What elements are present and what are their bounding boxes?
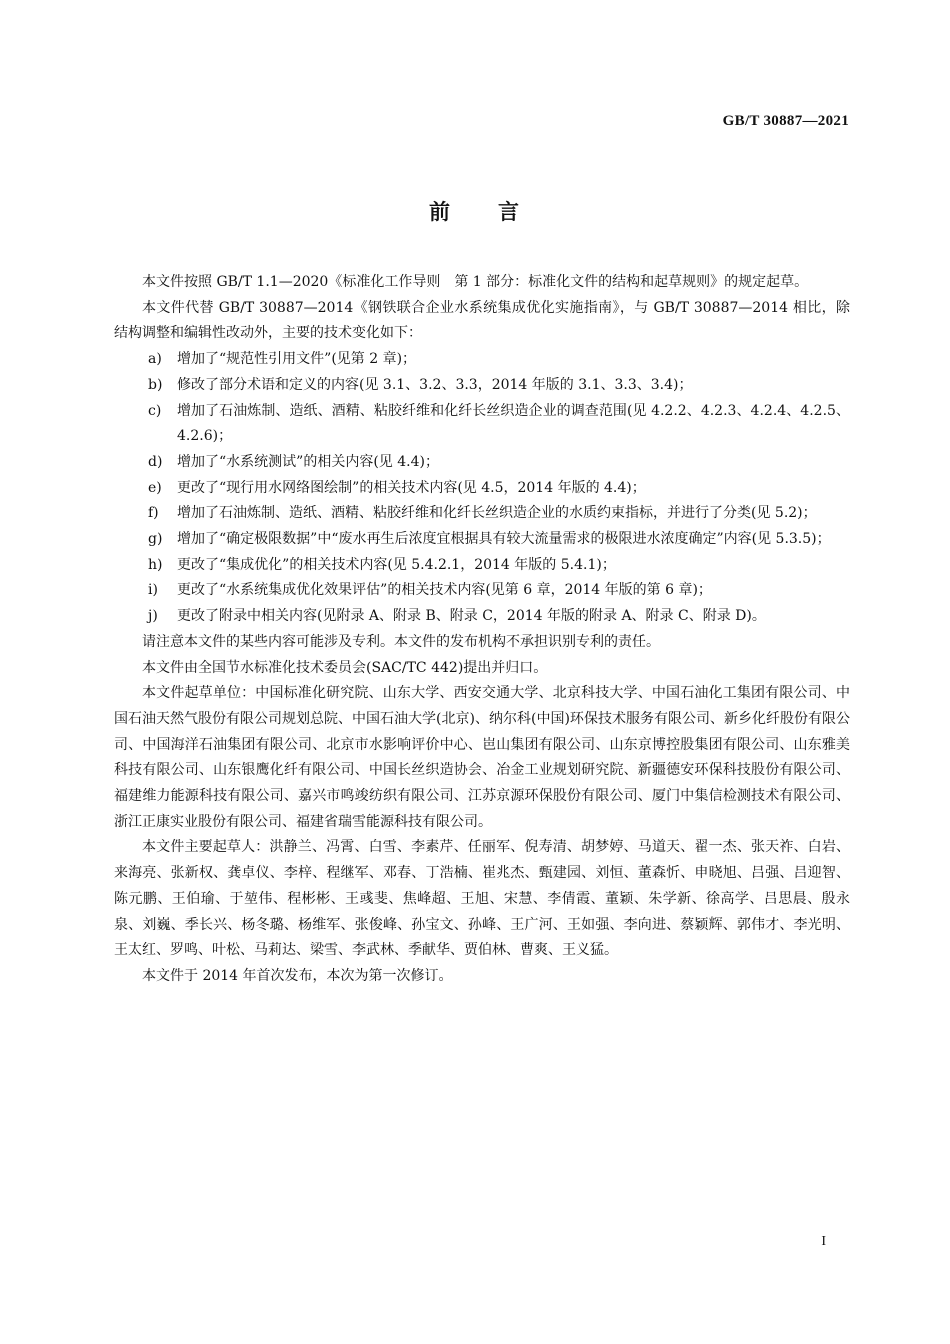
list-marker: d) <box>148 453 163 470</box>
list-item-text: 更改了附录中相关内容(见附录 A、附录 B、附录 C，2014 年版的附录 A、附录 C、附录 D)。 <box>177 608 766 625</box>
list-marker: e) <box>148 479 162 496</box>
title-part-1: 前 <box>429 200 452 224</box>
foreword-body <box>114 270 850 990</box>
list-item <box>114 578 850 604</box>
list-item <box>114 476 850 502</box>
main-drafters: 本文件主要起草人：洪静兰、冯霄、白雪、李素芹、任丽军、倪寿清、胡梦婷、马道天、翟一杰、张天祚、白岩、来海亮、张新权、龚卓仪、李梓、程继军、邓春、丁浩楠、崔兆杰、甄建园、刘恒、董森忻、申晓旭、吕强、吕迎智、陈元鹏、王伯瑜、于堃伟、程彬彬、王彧斐、焦峰超、王旭、宋慧、李倩霞、董颖、朱学新、徐高学、吕思晨、殷永泉、刘巍、季长兴、杨冬璐、杨维军、张俊峰、孙宝文、孙峰、王广河、王如强、李向进、蔡颖辉、郭伟才、李光明、王太红、罗鸣、叶松、马莉达、梁雪、李武林、季献华、贾伯林、曹爽、王义猛。 <box>114 839 850 959</box>
page-number: I <box>821 1234 826 1249</box>
list-item <box>114 604 850 630</box>
list-marker: h) <box>148 556 163 573</box>
proposing-committee: 本文件由全国节水标准化技术委员会(SAC/TC 442)提出并归口。 <box>142 659 548 676</box>
publication-history: 本文件于 2014 年首次发布，本次为第一次修订。 <box>142 967 453 984</box>
list-marker: f) <box>148 505 159 522</box>
intro-paragraph: 本文件按照 GB/T 1.1—2020《标准化工作导则 第 1 部分：标准化文件的结构和起草规则》的规定起草。 <box>142 274 809 290</box>
patent-notice: 请注意本文件的某些内容可能涉及专利。本文件的发布机构不承担识别专利的责任。 <box>142 633 660 650</box>
title-part-2: 言 <box>498 200 521 224</box>
list-item <box>114 553 850 579</box>
list-item <box>114 347 850 373</box>
list-item-text: 更改了“现行用水网络图绘制”的相关技术内容(见 4.5，2014 年版的 4.4)； <box>177 479 646 496</box>
list-item-text: 增加了“规范性引用文件”(见第 2 章)； <box>177 351 417 368</box>
list-item <box>114 527 850 553</box>
list-item-text: 增加了“确定极限数据”中“废水再生后浓度宜根据具有较大流量需求的极限进水浓度确定”内容(见 5.3.5)； <box>177 531 831 548</box>
list-marker: g) <box>148 531 163 548</box>
list-marker: i) <box>148 582 158 599</box>
drafting-organizations: 本文件起草单位：中国标准化研究院、山东大学、西安交通大学、北京科技大学、中国石油化工集团有限公司、中国石油天然气股份有限公司规划总院、中国石油大学(北京)、纳尔科(中国)环保技术服务有限公司、新乡化纤股份有限公司、中国海洋石油集团有限公司、北京市水影响评价中心、岜山集团有限公司、山东京博控股集团有限公司、山东雅美科技有限公司、山东银鹰化纤有限公司、中国长丝织造协会、冶金工业规划研究院、新疆德安环保科技股份有限公司、福建维力能源科技有限公司、嘉兴市鸣竣纺织有限公司、江苏京源环保股份有限公司、厦门中集信检测技术有限公司、浙江正康实业股份有限公司、福建省瑞雪能源科技有限公司。 <box>114 685 850 830</box>
page-title <box>0 196 950 226</box>
list-item-text: 增加了石油炼制、造纸、酒精、粘胶纤维和化纤长丝织造企业的调查范围(见 4.2.2、4.2.3、4.2.4、4.2.5、4.2.6)； <box>177 402 850 445</box>
list-marker: a) <box>148 351 162 368</box>
list-marker: j) <box>148 608 158 625</box>
list-item-text: 更改了“集成优化”的相关技术内容(见 5.4.2.1，2014 年版的 5.4.1)； <box>177 556 616 573</box>
list-item-text: 增加了“水系统测试”的相关内容(见 4.4)； <box>177 453 439 470</box>
list-item <box>114 450 850 476</box>
list-item-text: 更改了“水系统集成优化效果评估”的相关技术内容(见第 6 章，2014 年版的第 6 章)； <box>177 582 712 599</box>
list-marker: b) <box>148 376 163 393</box>
standard-code: GB/T 30887—2021 <box>722 113 849 129</box>
changes-list <box>114 347 850 630</box>
list-item <box>114 373 850 399</box>
list-item-text: 增加了石油炼制、造纸、酒精、粘胶纤维和化纤长丝织造企业的水质约束指标，并进行了分类(见 5.2)； <box>177 505 817 522</box>
list-item <box>114 399 850 450</box>
intro-paragraph: 本文件代替 GB/T 30887—2014《钢铁联合企业水系统集成优化实施指南》，与 GB/T 30887—2014 相比，除结构调整和编辑性改动外，主要的技术变化如下： <box>114 299 850 342</box>
list-item <box>114 501 850 527</box>
list-marker: c) <box>148 402 162 419</box>
list-item-text: 修改了部分术语和定义的内容(见 3.1、3.2、3.3，2014 年版的 3.1、3.3、3.4)； <box>177 376 693 393</box>
